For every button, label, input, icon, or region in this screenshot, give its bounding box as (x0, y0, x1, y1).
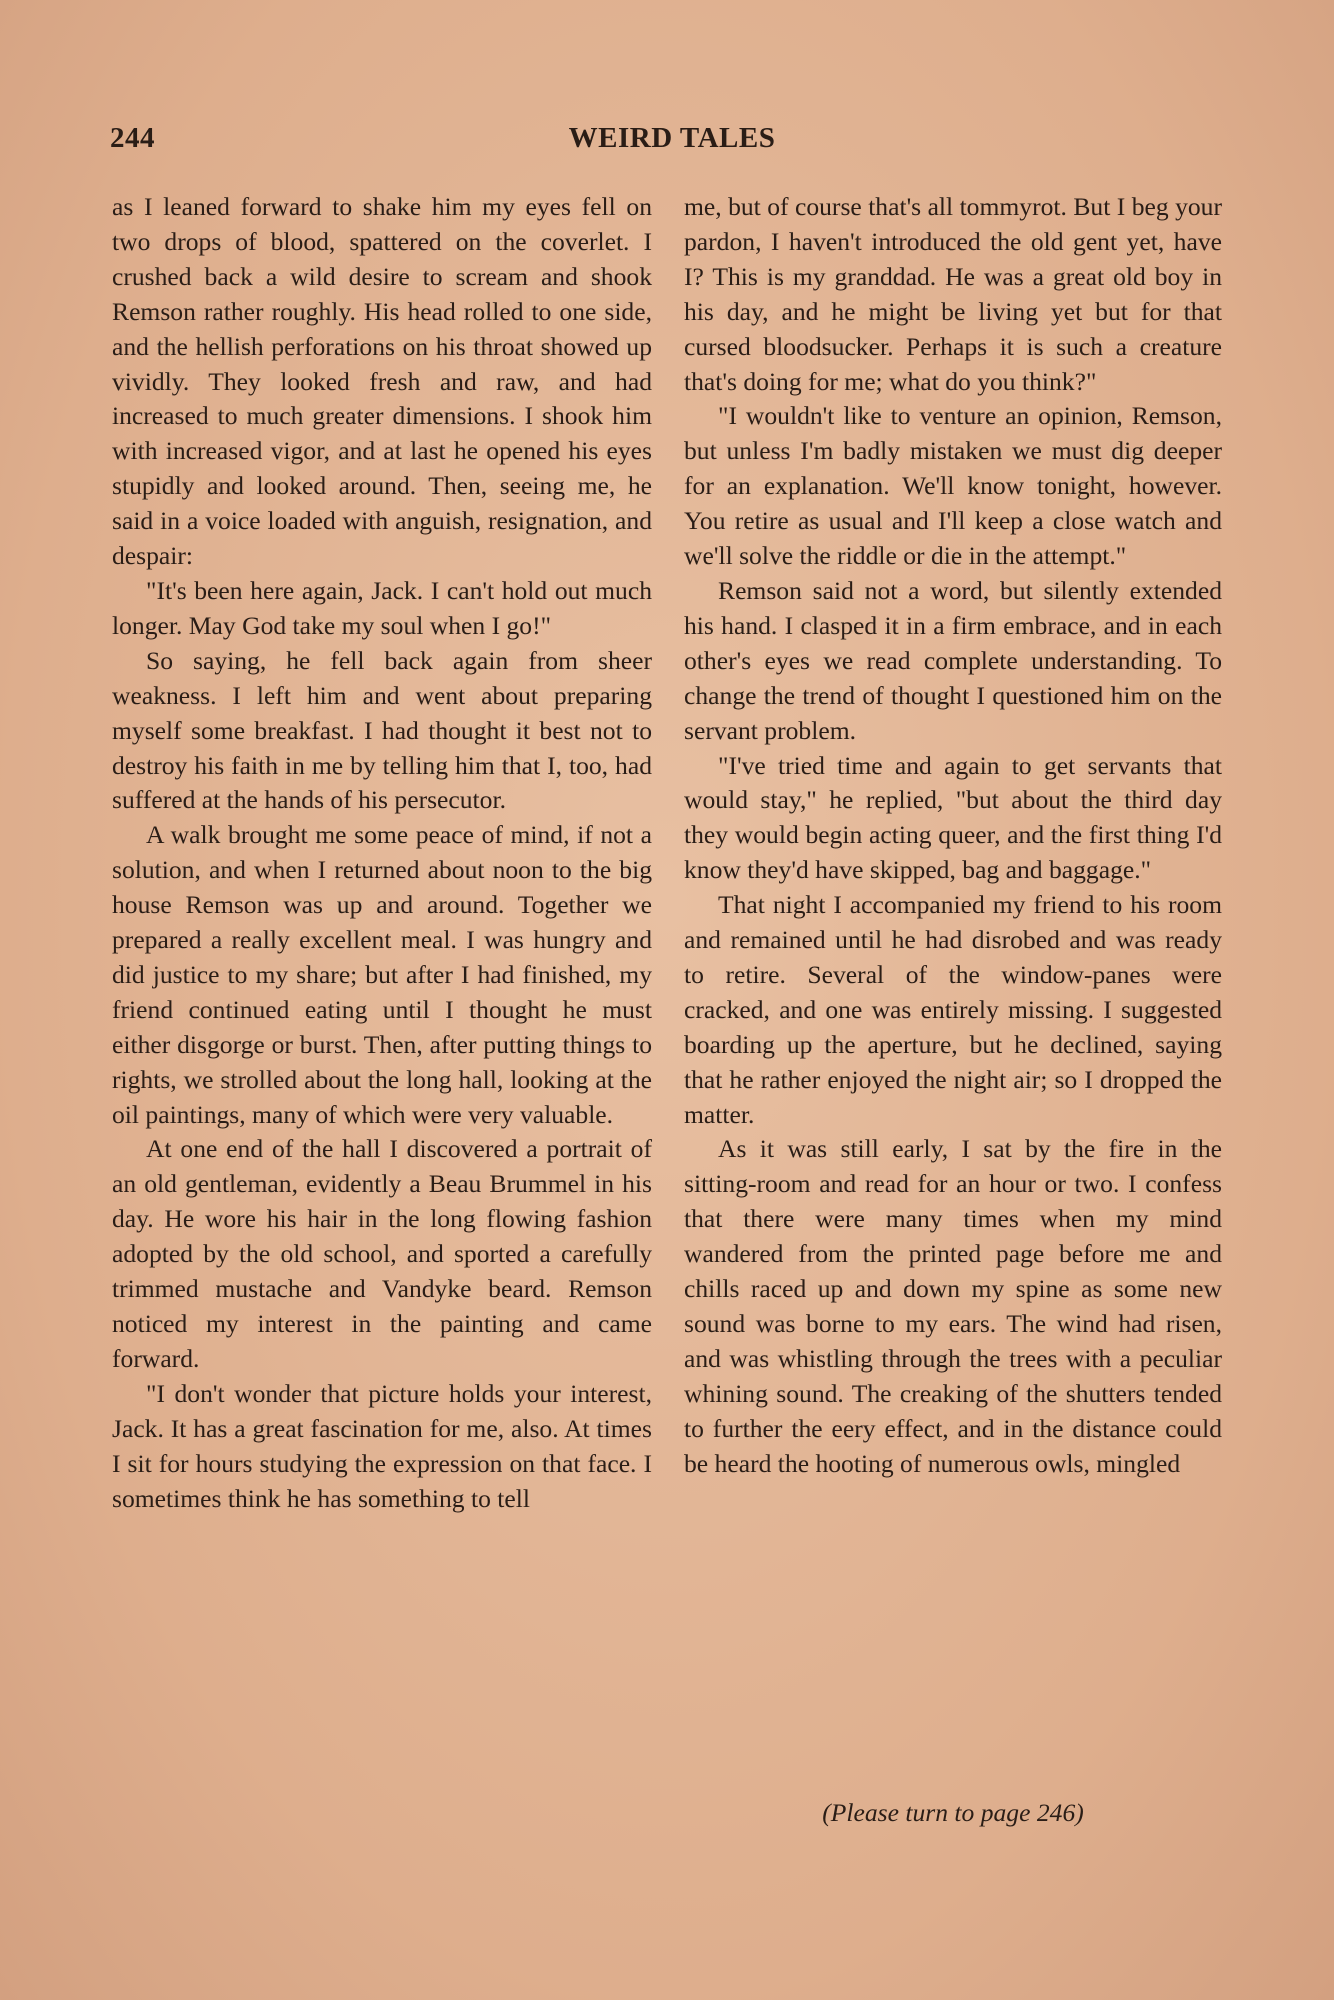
paragraph: as I leaned forward to shake him my eyes fell on two drops of blood, spattered on the coverlet. I crushed back a wild desire to scream and shook Remson rather roughly. His head rolled to one side, and the hellish perforations on his throat showed up vividly. They looked fresh and raw, and had increased to much greater dimensions. I shook him with increased vigor, and at last he opened his eyes stupidly and looked around. Then, seeing me, he said in a voice loaded with anguish, resignation, and despair: (112, 192, 652, 571)
paragraph: "It's been here again, Jack. I can't hold out much longer. May God take my soul when I go!" (112, 575, 652, 640)
page-number: 244 (110, 122, 155, 154)
paragraph: A walk brought me some peace of mind, if not a solution, and when I returned about noon to the big house Remson was up and around. Together we prepared a really excellent meal. I was hungry and did justice to my share; but after I had finished, my friend continued eating until I thought he must either disgorge or burst. Then, after putting things to rights, we strolled about the long hall, looking at the oil paintings, many of which were very valuable. (112, 820, 652, 1129)
paragraph: me, but of course that's all tommyrot. But I beg your pardon, I haven't introduced the old gent yet, have I? This is my granddad. He was a great old boy in his day, and he might be living yet but for that cursed bloodsucker. Perhaps it is such a creature that's doing for me; what do you think?" (684, 192, 1222, 396)
paragraph: Remson said not a word, but silently extended his hand. I clasped it in a firm embrace, and in each other's eyes we read complete understanding. To change the trend of thought I questioned him on the servant problem. (684, 575, 1222, 745)
paragraph: At one end of the hall I discovered a portrait of an old gentleman, evidently a Beau Brummel in his day. He wore his hair in the long flowing fashion adopted by the old school, and sported a carefully trimmed mustache and Vandyke beard. Remson noticed my interest in the painting and came forward. (112, 1134, 652, 1373)
page-header (110, 122, 1234, 162)
right-column (684, 190, 1222, 1482)
paragraph: As it was still early, I sat by the fire in the sitting-room and read for an hour or two. I confess that there were many times when my mind wandered from the printed page before me and chills raced up and down my spine as some new sound was borne to my ears. The wind had risen, and was whistling through the trees with a peculiar whining sound. The creaking of the shutters tended to further the eery effect, and in the distance could be heard the hooting of numerous owls, mingled (684, 1134, 1222, 1478)
left-column (112, 190, 652, 1516)
running-title: WEIRD TALES (568, 122, 776, 154)
paragraph: That night I accompanied my friend to his room and remained until he had disrobed and was ready to retire. Several of the window-panes were cracked, and one was entirely missing. I suggested boarding up the aperture, but he declined, saying that he rather enjoyed the night air; so I dropped the matter. (684, 890, 1222, 1129)
paragraph: "I don't wonder that picture holds your interest, Jack. It has a great fascination for me, also. At times I sit for hours studying the expression on that face. I sometimes think he has something to tell (112, 1378, 652, 1513)
continuation-note: (Please turn to page 246) (822, 1798, 1084, 1827)
paragraph: So saying, he fell back again from sheer weakness. I left him and went about preparing myself some breakfast. I had thought it best not to destroy his faith in me by telling him that I, too, had suffered at the hands of his persecutor. (112, 645, 652, 815)
paragraph: "I've tried time and again to get servants that would stay," he replied, "but about the third day they would begin acting queer, and the first thing I'd know they'd have skipped, bag and baggage." (684, 750, 1222, 885)
paragraph: "I wouldn't like to venture an opinion, Remson, but unless I'm badly mistaken we must dig deeper for an explanation. We'll know tonight, however. You retire as usual and I'll keep a close watch and we'll solve the riddle or die in the attempt." (684, 401, 1222, 571)
